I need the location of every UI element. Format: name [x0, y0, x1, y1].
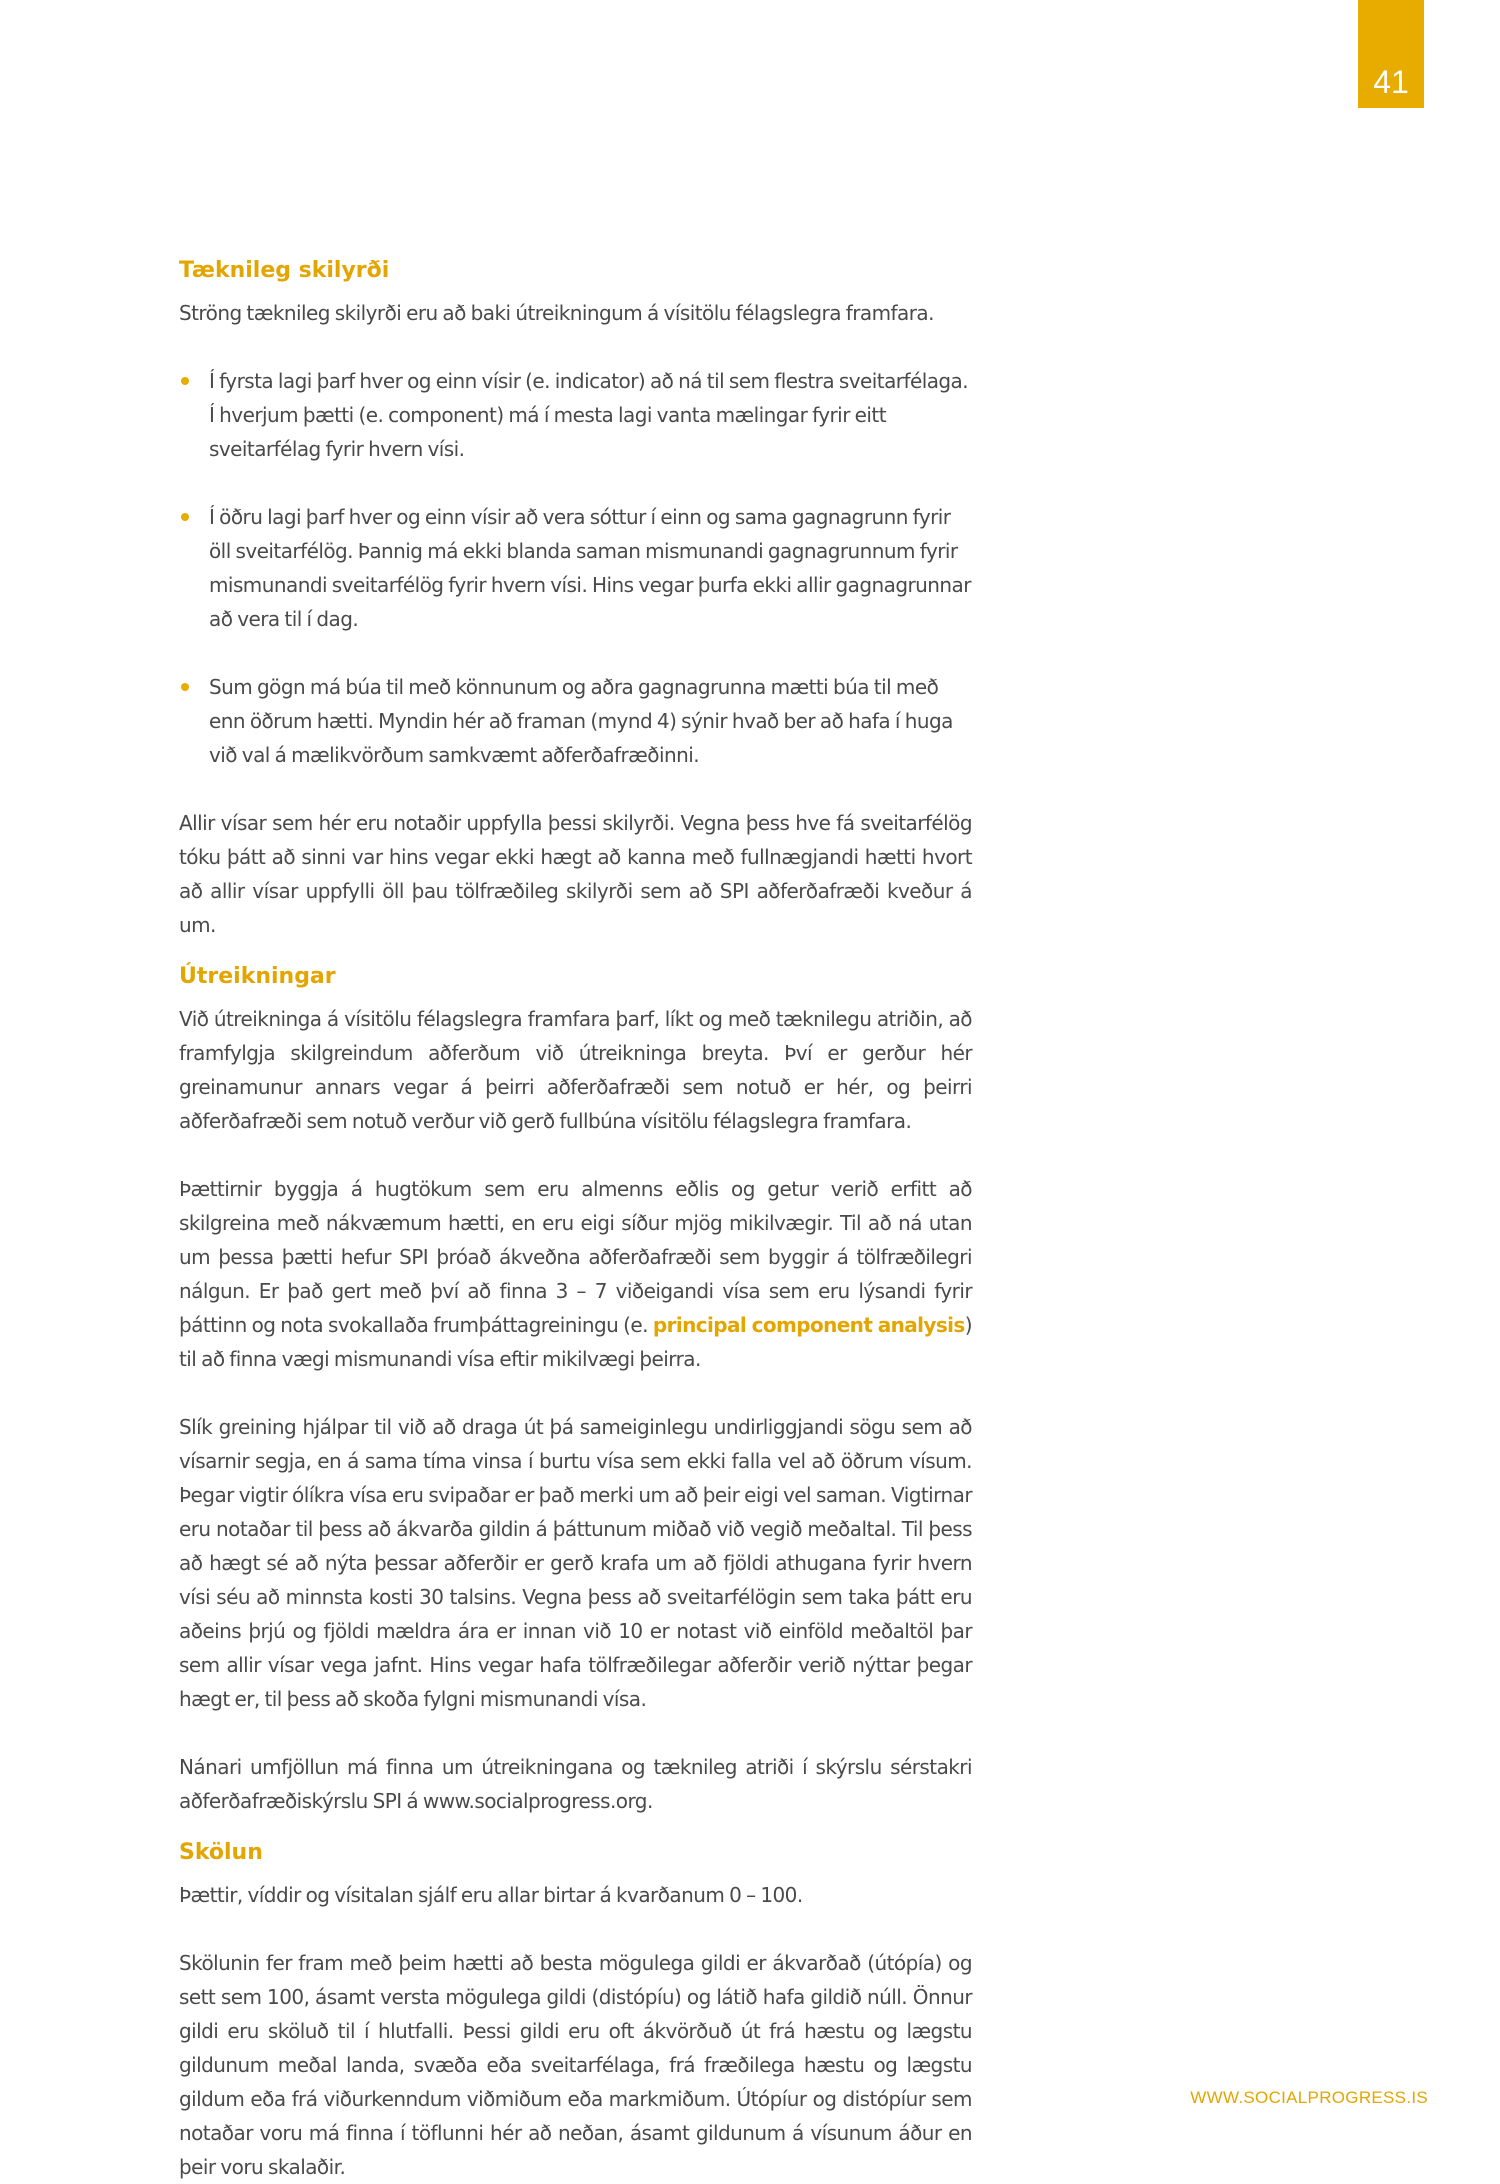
list-item [179, 670, 972, 772]
principal-component-analysis-term: principal component analysis [652, 1313, 965, 1337]
calculations-paragraph-2 [179, 1172, 972, 1376]
bullet-icon [181, 377, 189, 385]
page-number-tab [1358, 0, 1424, 108]
technical-conditions-list [179, 364, 972, 772]
page-number: 41 [1373, 64, 1409, 100]
calculations-paragraph-2-end: ) til að finna vægi mismunandi vísa eftir mikilvægi þeirra. [179, 1313, 972, 1371]
footer-website-url: WWW.SOCIALPROGRESS.IS [1190, 2088, 1428, 2107]
scaling-paragraph-1: Þættir, víddir og vísitalan sjálf eru allar birtar á kvarðanum 0 – 100. [179, 1883, 803, 1907]
bullet-icon [181, 683, 189, 691]
calculations-paragraph-4: Nánari umfjöllun má finna um útreikningana og tæknileg atriði í skýrslu sérstakri aðferðafræðiskýrslu SPI á www.socialprogress.org. [179, 1755, 972, 1813]
list-item-text: Sum gögn má búa til með könnunum og aðra gagnagrunna mætti búa til með enn öðrum hætti. Myndin hér að framan (mynd 4) sýnir hvað ber að hafa í huga við val á mælikvörðum samkvæmt aðferðafræðinni. [209, 675, 953, 767]
bullet-icon [181, 513, 189, 521]
calculations-paragraph-3: Slík greining hjálpar til við að draga út þá sameiginlegu undirliggjandi sögu sem að vísarnir segja, en á sama tíma vinsa í burtu vísa sem ekki falla vel að öðrum vísum. Þegar vigtir ólíkra vísa eru svipaðar er það merki um að þeir eigi vel saman. Vigtirnar eru notaðar til þess að ákvarða gildin á þáttunum miðað við vegið meðaltal. Til þess að hægt sé að nýta þessar aðferðir er gerð krafa um að fjöldi athugana fyrir hvern vísi séu að minnsta kosti 30 talsins. Vegna þess að sveitarfélögin sem taka þátt eru aðeins þrjú og fjöldi mældra ára er innan við 10 er notast við einföld meðaltöl þar sem allir vísar vega jafnt. Hins vegar hafa tölfræðilegar aðferðir verið nýttar þegar hægt er, til þess að skoða fylgni mismunandi vísa. [179, 1415, 972, 1711]
section-heading-scaling: Skölun [179, 1840, 263, 1865]
section-heading-calculations: Útreikningar [179, 964, 336, 989]
scaling-paragraph-2: Skölunin fer fram með þeim hætti að besta mögulega gildi er ákvarðað (útópía) og sett sem 100, ásamt versta mögulega gildi (distópíu) og látið hafa gildið núll. Önnur gildi eru sköluð til í hlutfalli. Þessi gildi eru oft ákvörðuð út frá hæstu og lægstu gildunum meðal landa, svæða eða sveitarfélaga, frá fræðilega hæstu og lægstu gildum eða frá viðurkenndum viðmiðum eða markmiðum. Útópíur og distópíur sem notaðar voru má finna í töflunni hér að neðan, ásamt gildunum á vísunum áður en þeir voru skalaðir. [179, 1951, 972, 2179]
technical-conditions-intro: Ströng tæknileg skilyrði eru að baki útreikningum á vísitölu félagslegra framfara. [179, 301, 934, 325]
section-heading-technical-conditions: Tæknileg skilyrði [179, 258, 390, 283]
list-item-text: Í fyrsta lagi þarf hver og einn vísir (e. indicator) að ná til sem flestra sveitarfélaga. Í hverjum þætti (e. component) má í mesta lagi vanta mælingar fyrir eitt sveitarfélag fyrir hvern vísi. [209, 369, 969, 461]
calculations-paragraph-1: Við útreikninga á vísitölu félagslegra framfara þarf, líkt og með tæknilegu atriðin, að framfylgja skilgreindum aðferðum við útreikninga breyta. Því er gerður hér greinamunur annars vegar á þeirri aðferðafræði sem notuð er hér, og þeirri aðferðafræði sem notuð verður við gerð fullbúna vísitölu félagslegra framfara. [179, 1007, 972, 1133]
technical-conditions-closing: Allir vísar sem hér eru notaðir uppfylla þessi skilyrði. Vegna þess hve fá sveitarfélög tóku þátt að sinni var hins vegar ekki hægt að kanna með fullnægjandi hætti hvort að allir vísar uppfylli öll þau tölfræðileg skilyrði sem að SPI aðferðafræði kveður á um. [179, 811, 972, 937]
list-item-text: Í öðru lagi þarf hver og einn vísir að vera sóttur í einn og sama gagnagrunn fyrir öll sveitarfélög. Þannig má ekki blanda saman mismunandi gagnagrunnum fyrir mismunandi sveitarfélög fyrir hvern vísi. Hins vegar þurfa ekki allir gagnagrunnar að vera til í dag. [209, 505, 971, 631]
calculations-paragraph-2-text: Þættirnir byggja á hugtökum sem eru almenns eðlis og getur verið erfitt að skilgreina með nákvæmum hætti, en eru eigi síður mjög mikilvægir. Til að ná utan um þessa þætti hefur SPI þróað ákveðna aðferðafræði sem byggir á tölfræðilegri nálgun. Er það gert með því að finna 3 – 7 viðeigandi vísa sem eru lýsandi fyrir þáttinn og nota svokallaða frumþáttagreiningu (e. [179, 1177, 972, 1337]
list-item [179, 500, 972, 636]
list-item [179, 364, 972, 466]
main-content [179, 254, 972, 2184]
